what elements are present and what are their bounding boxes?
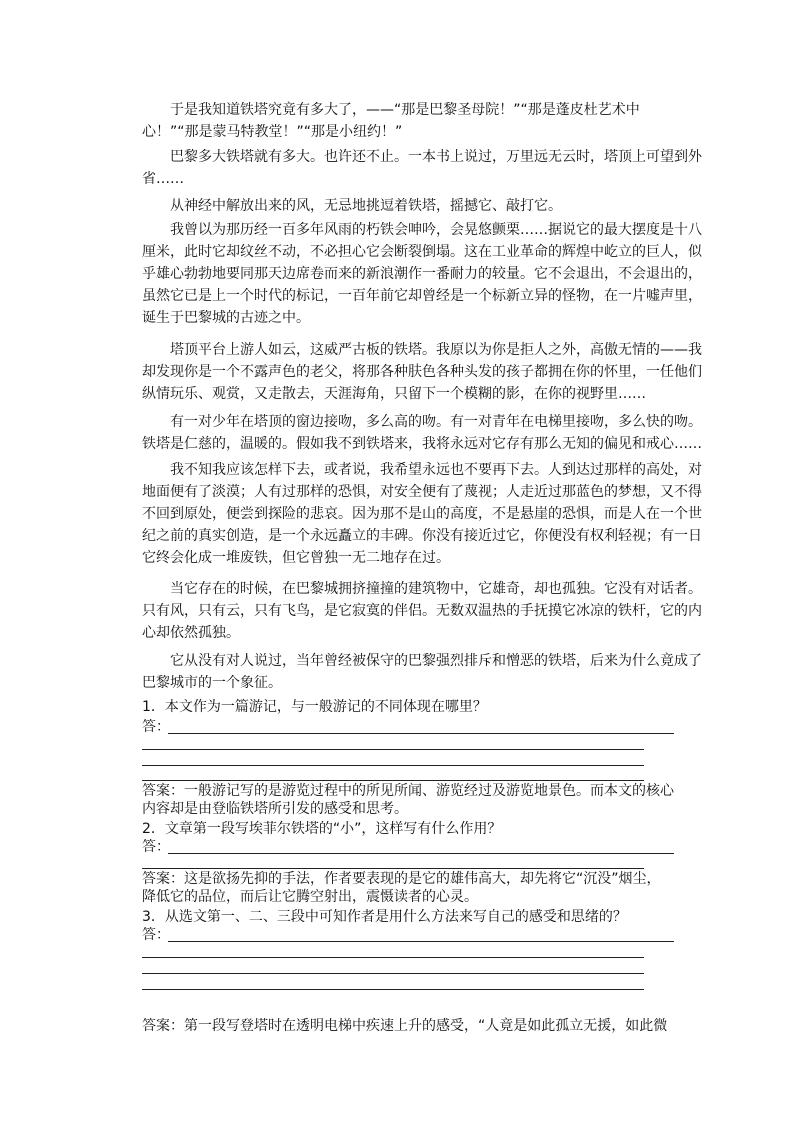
- text-line: 铁塔是仁慈的，温暖的。假如我不到铁塔来，我将永远对它存有那么无知的偏见和戒心……: [142, 436, 702, 452]
- paragraph-4: [142, 219, 702, 329]
- paragraph-1: [142, 99, 682, 143]
- text-line: 当它存在的时候，在巴黎城拥挤撞撞的建筑物中，它雄奇，却也孤独。它没有对话者。: [142, 581, 702, 597]
- text-line: 不回到原处，便尝到探险的悲哀。因为那不是山的高度，不是悬崖的恐惧，而是人在一个世: [142, 506, 702, 522]
- text-line: 从神经中解放出来的风，无忌地挑逗着铁塔，摇撼它、敲打它。: [142, 198, 562, 214]
- answer-line[interactable]: [142, 765, 644, 766]
- text-line: 内容却是由登临铁塔所引发的感受和思考。: [142, 801, 408, 817]
- text-line: 我曾以为那历经一百多年风雨的朽铁会呻吟，会晃悠颤栗……据说它的最大摆度是十八: [142, 222, 702, 238]
- paragraph-5: [142, 339, 702, 405]
- text-line: 塔顶平台上游人如云，这威严古板的铁塔。我原以为你是拒人之外，高傲无情的——我: [142, 342, 702, 358]
- text-line: 纪之前的真实创造，是一个永远矗立的丰碑。你没有接近过它，你便没有权利轻视；有一日: [142, 528, 702, 544]
- question-2: 2．文章第一段写埃菲尔铁塔的“小”，这样写有什么作用？: [142, 821, 502, 837]
- answer-line[interactable]: [168, 941, 674, 942]
- text-line: 地面便有了淡漠；人有过那样的恐惧，对安全便有了蔑视；人走近过那蓝色的梦想，又不得: [142, 484, 702, 500]
- text-line: 降低它的品位，而后让它腾空射出，震慑读者的心灵。: [142, 889, 478, 905]
- text-line: 纵情玩乐、观赏，又走散去，天涯海角，只留下一个模糊的影，在你的视野里……: [142, 386, 646, 402]
- question-1: 1．本文作为一篇游记，与一般游记的不同体现在哪里？: [142, 699, 487, 715]
- answer-label: 答：: [142, 927, 170, 943]
- text-line: 有一对少年在塔顶的窗边接吻，多么高的吻。有一对青年在电梯里接吻，多么快的吻。: [142, 414, 702, 430]
- text-line: 它从没有对人说过，当年曾经被保守的巴黎强烈排斥和憎恶的铁塔，后来为什么竟成了: [142, 653, 702, 669]
- answer-line[interactable]: [168, 853, 674, 854]
- paragraph-2: [142, 146, 702, 190]
- question-3: 3．从选文第一、二、三段中可知作者是用什么方法来写自己的感受和思绪的？: [142, 909, 627, 925]
- text-line: 乎雄心勃勃地要同那天边席卷而来的新浪潮作一番耐力的较量。它不会退出，不会退出的，: [142, 266, 702, 282]
- answer-label: 答：: [142, 839, 170, 855]
- answer-line[interactable]: [142, 973, 644, 974]
- answer-key-3: [142, 1017, 682, 1035]
- text-line: 却发现你是一个不露声色的老父，将那各种肤色各种头发的孩子都拥在你的怀里，一任他们: [142, 364, 702, 380]
- text-line: 诞生于巴黎城的古迹之中。: [142, 310, 310, 326]
- answer-line[interactable]: [142, 780, 644, 781]
- text-line: 巴黎多大铁塔就有多大。也许还不止。一本书上说过，万里远无云时，塔顶上可望到外: [142, 149, 702, 165]
- text-line: 于是我知道铁塔究竟有多大了，——“那是巴黎圣母院！”“那是蓬皮杜艺术中: [142, 102, 640, 118]
- answer-line[interactable]: [142, 957, 644, 958]
- text-line: 厘米，此时它却纹丝不动，不必担心它会断裂倒塌。这在工业革命的辉煌中屹立的巨人，似: [142, 244, 702, 260]
- answer-label: 答：: [142, 719, 170, 735]
- paragraph-3: [142, 195, 682, 217]
- answer-line[interactable]: [142, 989, 644, 990]
- answer-line[interactable]: [142, 749, 644, 750]
- paragraph-9: [142, 650, 702, 694]
- text-line: 答案：这是欲扬先抑的手法，作者要表现的是它的雄伟高大，却先将它“沉没”烟尘，: [142, 871, 661, 887]
- answer-key-1: [142, 782, 682, 818]
- text-line: 省……: [142, 171, 184, 187]
- text-line: 它终会化成一堆废铁，但它曾独一无二地存在过。: [142, 550, 450, 566]
- paragraph-7: [142, 459, 702, 569]
- text-line: 心却依然孤独。: [142, 625, 240, 641]
- text-line: 只有风，只有云，只有飞鸟，是它寂寞的伴侣。无数双温热的手抚摸它冰凉的铁杆，它的内: [142, 603, 702, 619]
- text-line: 巴黎城市的一个象征。: [142, 675, 282, 691]
- text-line: 我不知我应该怎样下去，或者说，我希望永远也不要再下去。人到达过那样的高处，对: [142, 462, 702, 478]
- answer-line[interactable]: [142, 868, 644, 869]
- text-line: 答案：一般游记写的是游览过程中的所见所闻、游览经过及游览地景色。而本文的核心: [142, 783, 674, 799]
- text-line: 答案：第一段写登塔时在透明电梯中疾速上升的感受，“人竟是如此孤立无援，如此微: [142, 1018, 668, 1034]
- text-line: 虽然它已是上一个时代的标记，一百年前它却曾经是一个标新立异的怪物，在一片嘘声里，: [142, 288, 702, 304]
- answer-line[interactable]: [168, 733, 674, 734]
- answer-key-2: [142, 870, 682, 906]
- paragraph-6: [142, 411, 702, 455]
- text-line: 心！”“那是蒙马特教堂！”“那是小纽约！”: [142, 124, 403, 140]
- paragraph-8: [142, 578, 702, 644]
